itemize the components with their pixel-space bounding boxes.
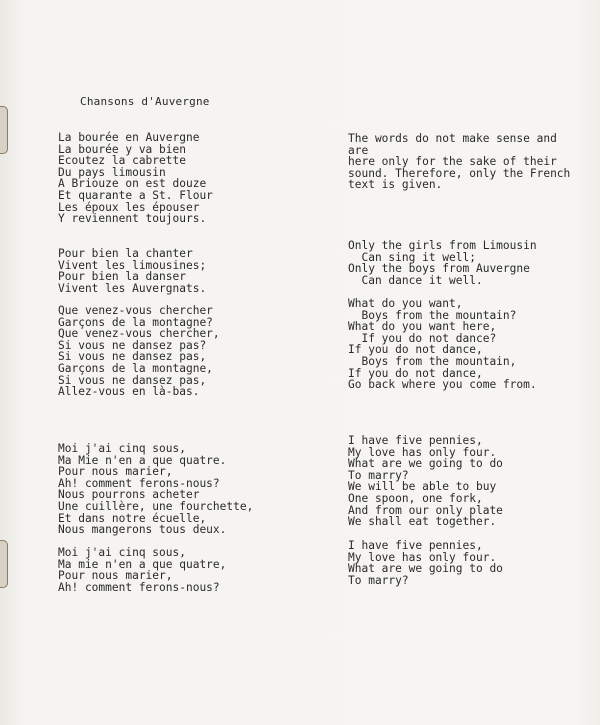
verse-line: If you do not dance?	[348, 331, 497, 345]
verse-line: Moi j'ai cinq sous,	[58, 442, 186, 455]
verse-line: Si vous ne dansez pas,	[58, 350, 207, 364]
verse-line: Boys from the mountain?	[348, 308, 517, 322]
verse-line: Pour bien la danser	[58, 270, 186, 284]
verse-line: We shall eat together.	[348, 515, 497, 529]
verse-line: Ecoutez la cabrette	[58, 154, 186, 168]
verse-line: Allez-vous en là-bas.	[58, 385, 200, 399]
verse-line: Boys from the mountain,	[348, 354, 517, 368]
verse-line: To marry?	[348, 573, 409, 587]
verse-line: Moi j'ai cinq sous,	[58, 546, 186, 559]
verse-line: Nous mangerons tous deux.	[58, 523, 227, 537]
verse-line: La bourée en Auvergne	[58, 131, 200, 144]
french-verse-3	[58, 305, 220, 398]
french-verse-1	[58, 132, 213, 225]
french-verse-4	[58, 443, 253, 536]
english-verse-3	[348, 435, 503, 528]
verse-line: My love has only four.	[348, 550, 497, 564]
verse-line: La bourée y va bien	[58, 142, 186, 156]
verse-line: Can sing it well;	[348, 250, 476, 264]
verse-line: Nous pourrons acheter	[58, 488, 200, 502]
verse-line: If you do not dance,	[348, 366, 483, 380]
verse-line: Que venez-vous chercher,	[58, 327, 220, 341]
french-verse-2	[58, 248, 206, 294]
verse-line: Only the boys from Auvergne	[348, 262, 530, 276]
verse-line: Ma Mie n'en a que quatre.	[58, 453, 227, 467]
verse-line: Que venez-vous chercher	[58, 304, 213, 317]
binding-staple	[0, 106, 8, 154]
verse-line: One spoon, one fork,	[348, 491, 483, 505]
english-verse-1	[348, 240, 537, 286]
verse-line: I have five pennies,	[348, 434, 483, 447]
translation-note: The words do not make sense and are here only for the sake of their sound. Therefore, only the French text is given.	[348, 132, 571, 192]
verse-line: Du pays limousin	[58, 165, 166, 179]
verse-line: A Briouze on est douze	[58, 177, 207, 191]
verse-line: Une cuillère, une fourchette,	[58, 499, 254, 513]
verse-line: What do you want here,	[348, 320, 497, 334]
verse-line: To marry?	[348, 468, 409, 482]
verse-line: Si vous ne dansez pas,	[58, 373, 207, 387]
verse-line: Et dans notre écuelle,	[58, 511, 207, 525]
verse-line: Garçons de la montagne?	[58, 315, 213, 329]
verse-line: Only the girls from Limousin	[348, 239, 537, 252]
verse-line: Vivent les Auvergnats.	[58, 281, 207, 295]
verse-line: Y reviennent toujours.	[58, 212, 207, 226]
verse-line: My love has only four.	[348, 445, 497, 459]
verse-line: Ah! comment ferons-nous?	[58, 580, 220, 594]
verse-line: Si vous ne dansez pas?	[58, 338, 207, 352]
verse-line: Go back where you come from.	[348, 378, 537, 392]
verse-line: Can dance it well.	[348, 273, 483, 287]
verse-line: What are we going to do	[348, 457, 503, 471]
verse-line: Les époux les épouser	[58, 200, 200, 214]
verse-line: We will be able to buy	[348, 480, 497, 494]
verse-line: Ma mie n'en a que quatre,	[58, 557, 227, 571]
french-verse-5	[58, 547, 226, 593]
verse-line: Vivent les limousines;	[58, 258, 207, 272]
english-verse-4	[348, 540, 503, 586]
verse-line: I have five pennies,	[348, 539, 483, 552]
verse-line: Pour nous marier,	[58, 465, 173, 479]
verse-line: Ah! comment ferons-nous?	[58, 476, 220, 490]
verse-line: If you do not dance,	[348, 343, 483, 357]
verse-line: And from our only plate	[348, 503, 503, 517]
verse-line: Garçons de la montagne,	[58, 361, 213, 375]
binding-staple	[0, 540, 8, 588]
page-title: Chansons d'Auvergne	[80, 95, 210, 108]
verse-line: Pour nous marier,	[58, 569, 173, 583]
verse-line: What are we going to do	[348, 562, 503, 576]
verse-line: Pour bien la chanter	[58, 247, 193, 260]
verse-line: What do you want,	[348, 297, 463, 310]
english-verse-2	[348, 298, 537, 391]
verse-line: Et quarante a St. Flour	[58, 188, 213, 202]
